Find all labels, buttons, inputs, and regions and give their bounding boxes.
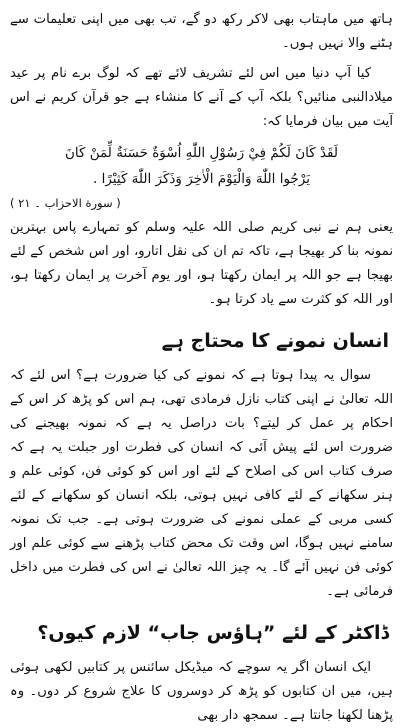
verse-reference-text: ( سورة الاحزاب ۔ ۲۱ )	[10, 196, 121, 210]
verse-translation: یعنی ہم نے نبی کریم صلی اللہ علیہ وسلم کو تمہارے پاس بہترین نمونہ بنا کر بھیجا ہے، تاکہ تم ان کی نقل اتارو، اور اس شخص کے لئے بھیجا ہے جو اللہ پر ایمان رکھتا ہو، اور یوم آخرت پر ایمان رکھتا ہو، اور اللہ کو کثرت سے یاد کرتا ہو۔	[10, 220, 393, 307]
paragraph-doctor-example: ایک انسان اگر یہ سوچے کہ میڈیکل سائنس پر کتابیں لکھی ہوئی ہیں، میں ان کتابوں کو پڑھ کر دوسروں کا علاج شروع کر دوں۔ وہ پڑھنا لکھنا جانتا ہے۔ سمجھ دار بھی	[10, 660, 393, 723]
quran-verse-line-1: لَقَدْ كَانَ لَكُمْ فِيْ رَسُوْلِ اللّٰهِ اُسْوَةٌ حَسَنَةٌ لِّمَنْ كَانَ	[64, 145, 338, 161]
section-heading-2: ڈاکٹر کے لئے ”ہاؤس جاب“ لازم کیوں؟	[37, 622, 389, 644]
paragraph-need-for-example: سوال یہ پیدا ہوتا ہے کہ نمونے کی کیا ضرورت ہے؟ اس لئے کہ اللہ تعالیٰ نے اپنی کتاب نازل فرمادی تھی، ہم اس کو پڑھ کر اس کے احکام پر عمل کر لیتے؟ بات دراصل یہ ہے کہ نمونہ بھیجنے کی ضرورت اس لئے پیش آئی کہ انسان کی فطرت اور جبلت یہ ہے کہ صرف کتاب اس کی اصلاح کے لئے اور اس کو کوئی فن، کوئی علم و ہنر سکھانے کے لئے کافی نہیں ہوتی، بلکہ انسان کو سکھانے کے لئے کسی مربی کے عملی نمونے کی ضرورت ہوتی ہے۔ جب تک نمونہ سامنے نہیں ہوگا، اس وقت تک محض کتاب پڑھنے سے کوئی علم اور کوئی فن نہیں آئے گا۔ یہ چیز اللہ تعالیٰ نے اس کی فطرت میں داخل فرمائی ہے۔	[10, 368, 393, 599]
quran-verse-line-2: يَرْجُوا اللّٰهَ وَالْيَوْمَ الْاٰخِرَ وَذَكَرَ اللّٰهَ كَثِيْرًا .	[93, 171, 310, 187]
paragraph-question: کیا آپ دنیا میں اس لئے تشریف لائے تھے کہ لوگ برے نام پر عید میلادالنبی منائیں؟ بلکہ آپ کے آنے کا منشاء ہے جو قرآن کریم نے اس آیت میں بیان فرمایا کہ:	[10, 66, 393, 129]
paragraph-continuation: ہاتھ میں ماہتاب بھی لاکر رکھ دو گے، تب بھی میں اپنی تعلیمات سے ہٹنے والا نہیں ہوں۔	[10, 12, 393, 51]
verse-reference	[10, 194, 387, 212]
section-heading-1: انسان نمونے کا محتاج ہے	[161, 330, 389, 352]
